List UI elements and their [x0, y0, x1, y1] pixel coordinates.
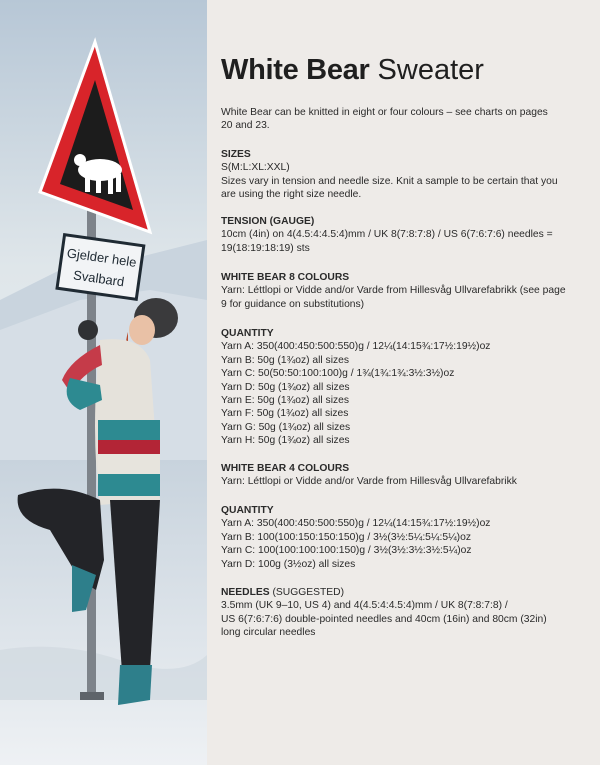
quantity4-heading: QUANTITY: [221, 505, 274, 516]
colours8-text: Yarn: Léttlopi or Vidde and/or Varde from Hillesvåg Ullvarefabrikk (see page 9 for guidance on substitutions): [221, 285, 566, 310]
quantity8-heading: QUANTITY: [221, 328, 274, 339]
colours4-heading: WHITE BEAR 4 COLOURS: [221, 463, 350, 474]
needles-line: 3.5mm (UK 9–10, US 4) and 4(4.5:4:4.5:4)mm / UK 8(7:8:7:8) /: [221, 600, 508, 612]
sizes-text: Sizes vary in tension and needle size. Knit a sample to be certain that you are using the right size needle.: [221, 175, 558, 201]
quantity8-line: Yarn G: 50g (1¾oz) all sizes: [221, 421, 351, 433]
colours8-section: [221, 271, 566, 311]
quantity8-line: Yarn C: 50(50:50:100:100)g / 1¾(1¾:1¾:3½:3½)oz: [221, 368, 455, 380]
tension-section: [221, 215, 566, 255]
colours4-text: Yarn: Léttlopi or Vidde and/or Varde from Hillesvåg Ullvarefabrikk: [221, 476, 517, 488]
quantity8-line: Yarn B: 50g (1¾oz) all sizes: [221, 354, 350, 366]
sizes-section: [221, 148, 566, 202]
sign-text-line2: Svalbard: [72, 267, 126, 290]
needles-section: [221, 586, 566, 640]
quantity4-section: [221, 504, 566, 571]
colours4-section: [221, 462, 566, 489]
sizes-heading: SIZES: [221, 149, 251, 160]
needles-heading-text: NEEDLES: [221, 587, 270, 598]
intro-text: White Bear can be knitted in eight or four colours – see charts on pages 20 and 23.: [221, 107, 548, 132]
sizes-value: S(M:L:XL:XXL): [221, 162, 290, 174]
page-title: [221, 52, 484, 88]
polar-bear-sign-photo: [0, 0, 207, 765]
needles-heading-note: (SUGGESTED): [269, 587, 345, 598]
quantity4-line: Yarn B: 100(100:150:150:150)g / 3½(3½:5¼:5¼:5¼)oz: [221, 531, 471, 543]
quantity4-line: Yarn D: 100g (3½oz) all sizes: [221, 558, 356, 570]
quantity8-line: Yarn D: 50g (1¾oz) all sizes: [221, 381, 350, 393]
needles-line: US 6(7:6:7:6) double-pointed needles and 40cm (16in) and 80cm (32in): [221, 613, 547, 625]
quantity8-line: Yarn A: 350(400:450:500:550)g / 12¼(14:15¾:17½:19½)oz: [221, 341, 491, 353]
quantity8-line: Yarn H: 50g (1¾oz) all sizes: [221, 435, 350, 447]
title-light: Sweater: [377, 54, 484, 86]
quantity4-line: Yarn A: 350(400:450:500:550)g / 12¼(14:15¾:17½:19½)oz: [221, 518, 491, 530]
tension-heading: TENSION (GAUGE): [221, 216, 315, 227]
colours8-heading: WHITE BEAR 8 COLOURS: [221, 272, 350, 283]
needles-heading: [221, 586, 566, 599]
cover-photo: [0, 0, 207, 765]
title-bold: White Bear: [221, 54, 370, 86]
quantity8-line: Yarn E: 50g (1¾oz) all sizes: [221, 395, 350, 407]
svalbard-sign: [57, 235, 144, 300]
sign-text-line1: Gjelder hele: [65, 245, 138, 270]
needles-line: long circular needles: [221, 627, 316, 639]
quantity4-line: Yarn C: 100(100:100:100:150)g / 3½(3½:3½:3½:5¼)oz: [221, 545, 472, 557]
tension-text: 10cm (4in) on 4(4.5:4:4.5:4)mm / UK 8(7:8:7:8) / US 6(7:6:7:6) needles = 19(18:19:18:19) sts: [221, 229, 553, 254]
quantity8-line: Yarn F: 50g (1¾oz) all sizes: [221, 408, 349, 420]
quantity8-section: [221, 327, 566, 448]
